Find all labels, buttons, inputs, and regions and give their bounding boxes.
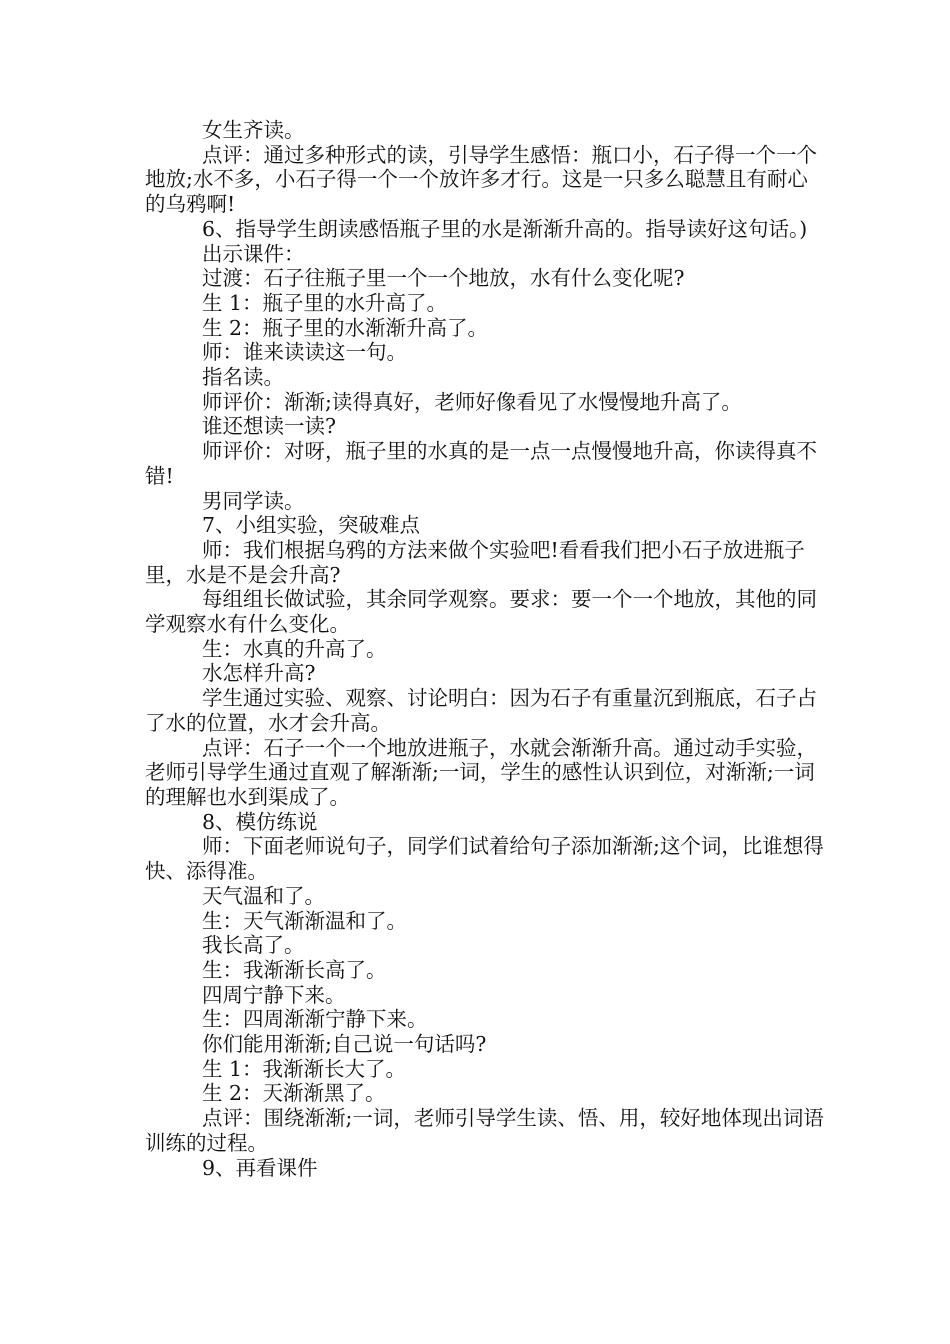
paragraph: 生：我渐渐长高了。 (202, 957, 387, 982)
paragraph: 我长高了。 (202, 933, 305, 958)
paragraph: 出示课件： (202, 241, 305, 266)
paragraph: 你们能用渐渐;自己说一句话吗? (202, 1032, 487, 1057)
paragraph: 学生通过实验、观察、讨论明白：因为石子有重量沉到瓶底，石子占了水的位置，水才会升高。 (145, 686, 817, 735)
paragraph: 指名读。 (202, 365, 284, 390)
paragraph: 女生齐读。 (202, 118, 305, 142)
paragraph: 师：下面老师说句子，同学们试着给句子添加渐渐;这个词，比谁想得快、添得准。 (145, 834, 824, 884)
paragraph: 水怎样升高? (202, 661, 316, 686)
paragraph: 师：谁来读读这一句。 (202, 340, 407, 365)
paragraph: 过渡：石子往瓶子里一个一个地放，水有什么变化呢? (202, 266, 685, 291)
paragraph: 生：水真的升高了。 (202, 636, 387, 661)
document-body (145, 118, 825, 1180)
paragraph: 生：四周渐渐宁静下来。 (202, 1007, 428, 1032)
paragraph: 点评：通过多种形式的读，引导学生感悟：瓶口小，石子得一个一个地放;水不多，小石子得一个一个放许多才行。这是一只多么聪慧且有耐心的乌鸦啊! (145, 142, 817, 217)
paragraph: 生 2：瓶子里的水渐渐升高了。 (202, 315, 489, 340)
paragraph: 师评价：对呀，瓶子里的水真的是一点一点慢慢地升高，你读得真不错! (145, 439, 817, 488)
paragraph: 生 1：瓶子里的水升高了。 (202, 290, 448, 315)
paragraph: 8、模仿练说 (202, 809, 318, 834)
paragraph: 点评：围绕渐渐;一词，老师引导学生读、悟、用，较好地体现出词语训练的过程。 (145, 1106, 824, 1155)
paragraph: 谁还想读一读? (202, 414, 336, 439)
paragraph: 生 1：我渐渐长大了。 (202, 1056, 407, 1081)
paragraph: 7、小组实验，突破难点 (202, 513, 421, 538)
paragraph: 师评价：渐渐;读得真好，老师好像看见了水慢慢地升高了。 (202, 389, 742, 414)
paragraph: 天气温和了。 (202, 883, 325, 908)
paragraph: 点评：石子一个一个地放进瓶子，水就会渐渐升高。通过动手实验，老师引导学生通过直观了解渐渐;一词，学生的感性认识到位，对渐渐;一词的理解也水到渠成了。 (145, 735, 817, 809)
paragraph: 生 2：天渐渐黑了。 (202, 1081, 386, 1106)
paragraph: 师：我们根据乌鸦的方法来做个实验吧!看看我们把小石子放进瓶子里，水是不是会升高? (145, 537, 805, 587)
paragraph: 9、再看课件 (202, 1155, 318, 1180)
paragraph: 男同学读。 (202, 488, 305, 513)
paragraph: 6、指导学生朗读感悟瓶子里的水是渐渐升高的。指导读好这句话。) (202, 216, 808, 241)
paragraph: 四周宁静下来。 (202, 982, 346, 1007)
paragraph: 生：天气渐渐温和了。 (202, 908, 407, 933)
paragraph: 每组组长做试验，其余同学观察。要求：要一个一个地放，其他的同学观察水有什么变化。 (145, 587, 817, 637)
